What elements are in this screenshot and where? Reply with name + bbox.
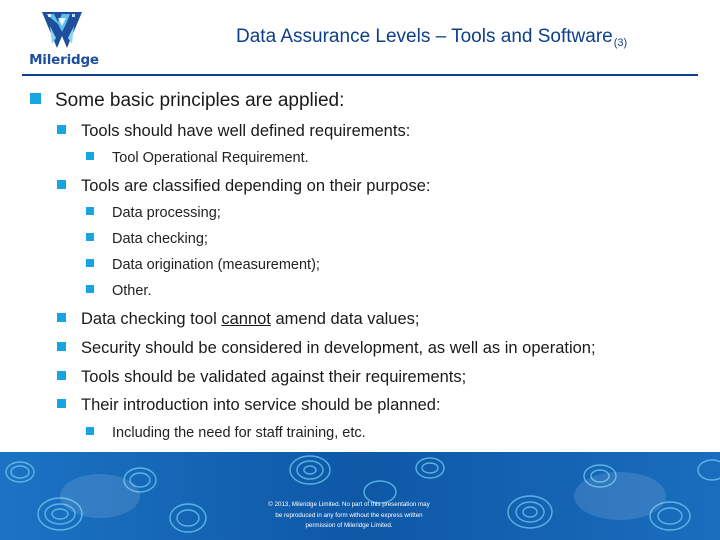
bullet-text: Including the need for staff training, etc. — [112, 425, 366, 441]
logo-text: Mileridge — [29, 52, 99, 68]
header-divider — [22, 74, 698, 76]
copyright-line: permission of Mileridge Limited. — [305, 522, 393, 529]
bullet-text: Data checking; — [112, 231, 208, 247]
sub-bullet-item — [86, 231, 208, 247]
heading-text: Some basic principles are applied: — [55, 90, 345, 111]
bullet-text: Tool Operational Requirement. — [112, 150, 309, 166]
bullet-square-icon — [57, 180, 66, 189]
page-title — [236, 26, 627, 49]
bullet-item — [57, 396, 441, 415]
bullet-text: Tools are classified depending on their purpose: — [81, 177, 431, 195]
bullet-square-icon — [57, 371, 66, 380]
bullet-heading — [30, 90, 344, 112]
bullet-square-icon — [57, 342, 66, 351]
bullet-text: Their introduction into service should be planned: — [81, 396, 441, 414]
sub-bullet-item — [86, 257, 320, 273]
title-text: Data Assurance Levels – Tools and Software — [236, 26, 613, 47]
bullet-text: Security should be considered in development, as well as in operation; — [81, 339, 596, 357]
bullet-item — [57, 368, 466, 387]
bullet-square-icon — [57, 399, 66, 408]
bullet-item — [57, 339, 596, 358]
bullet-text: Data origination (measurement); — [112, 257, 320, 273]
bullet-text: Data processing; — [112, 205, 221, 221]
bullet-square-icon — [86, 152, 94, 160]
bullet-square-icon — [86, 233, 94, 241]
bullet-square-icon — [86, 259, 94, 267]
mileridge-logo-icon — [14, 8, 110, 70]
bullet-square-icon — [86, 207, 94, 215]
sub-bullet-item — [86, 283, 152, 299]
bullet-text-before: Data checking tool — [81, 310, 222, 328]
bullet-item — [57, 122, 410, 141]
sub-bullet-item — [86, 425, 366, 441]
bullet-text: Other. — [112, 283, 152, 299]
title-suffix: (3) — [613, 37, 628, 49]
bullet-square-icon — [57, 125, 66, 134]
bullet-text-after: amend data values; — [270, 310, 420, 328]
sub-bullet-item — [86, 150, 309, 166]
copyright-line: be reproduced in any form without the express written — [275, 511, 423, 519]
bullet-item — [57, 177, 430, 196]
bullet-square-icon — [86, 285, 94, 293]
copyright-line: © 2013, Mileridge Limited. No part of this presentation may — [268, 501, 430, 508]
bullet-text: Tools should have well defined requirements: — [81, 122, 411, 140]
bullet-square-icon — [86, 427, 94, 435]
copyright-notice — [236, 500, 462, 532]
bullet-item — [57, 310, 420, 329]
sub-bullet-item — [86, 205, 221, 221]
bullet-text-underlined: cannot — [221, 310, 271, 328]
bullet-square-icon — [57, 313, 66, 322]
bullet-square-icon — [30, 93, 41, 104]
bullet-text: Tools should be validated against their requirements; — [81, 368, 467, 386]
